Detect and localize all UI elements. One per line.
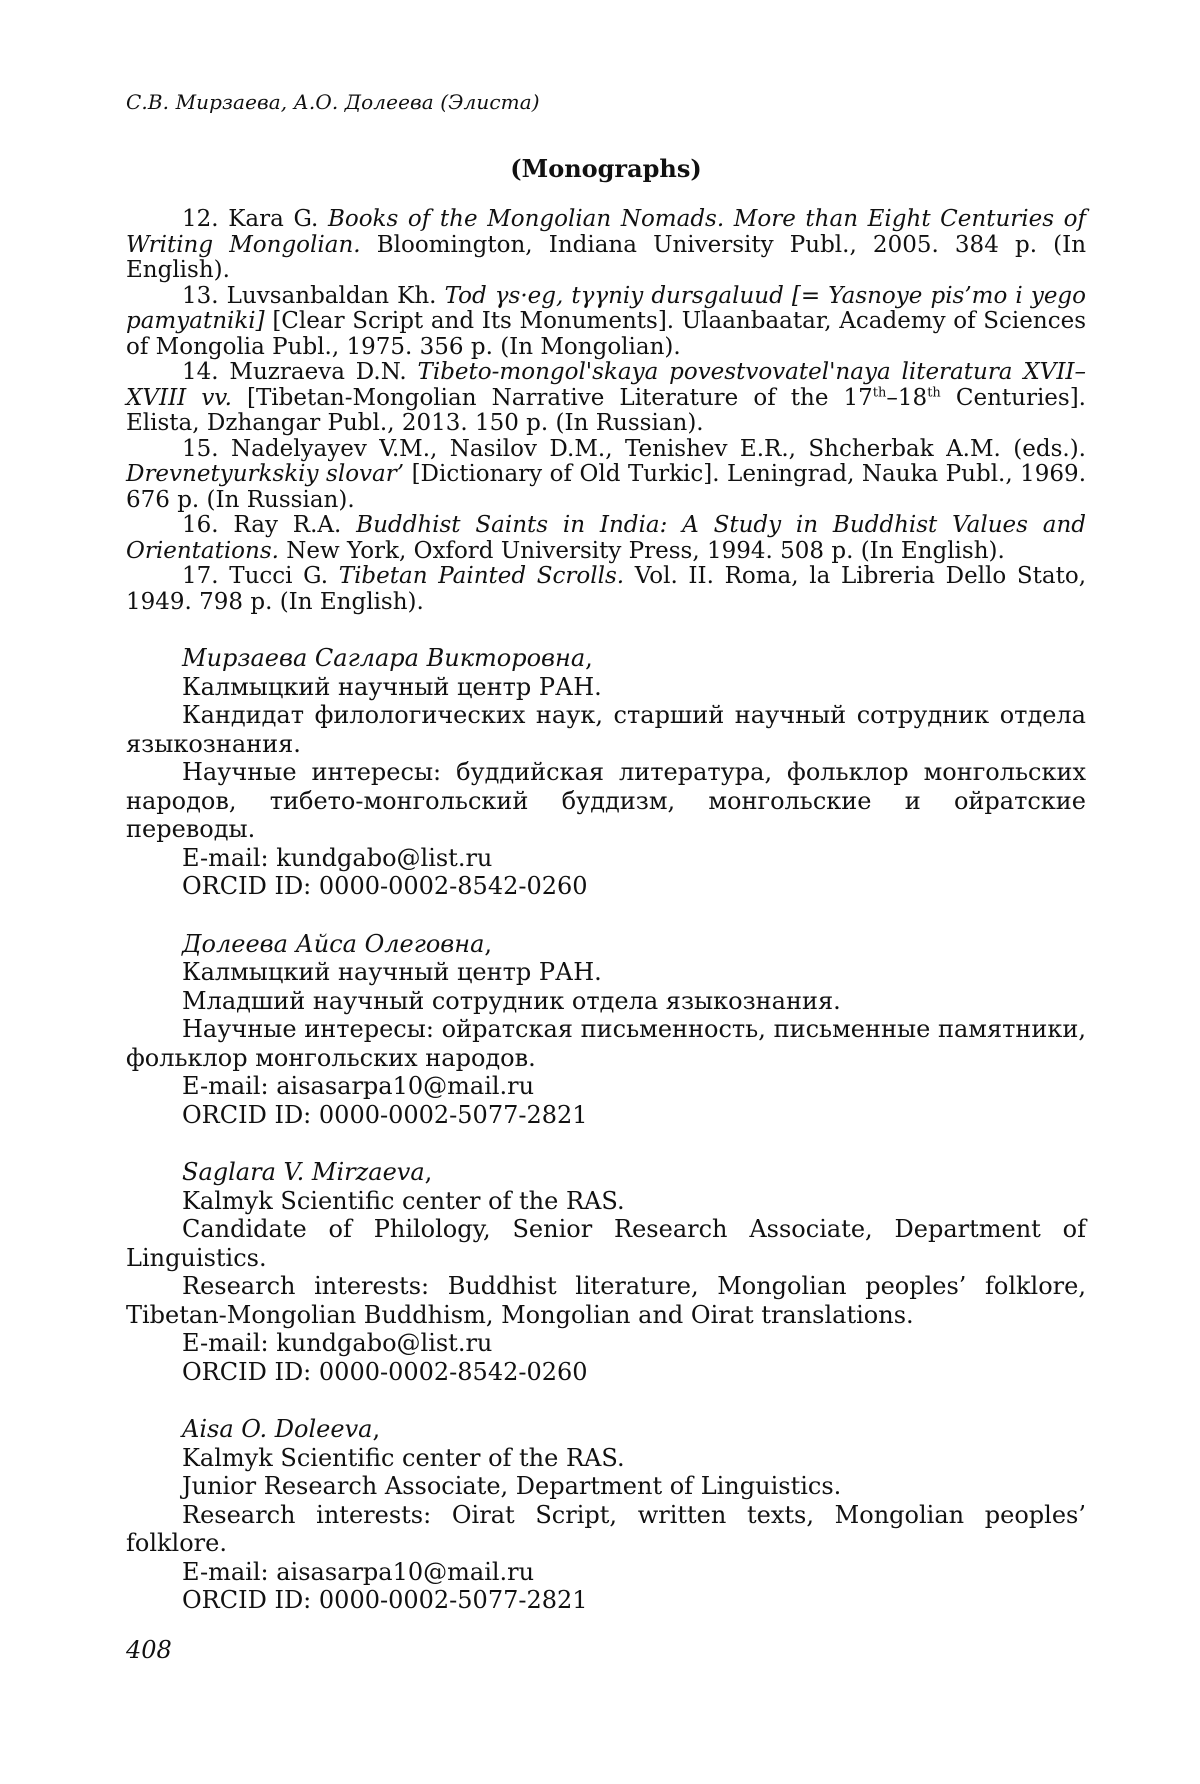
author-name: Aisa O. Doleeva, [126, 1415, 1086, 1444]
author-interests: Научные интересы: буддийская литература, фольклор монгольских народов, тибето-монгольский буддизм, монгольские и ойратские переводы. [126, 758, 1086, 844]
reference-item: 12. Kara G. Books of the Mongolian Nomads. More than Eight Centuries of Writing Mongolian. Bloomington, Indiana University Publ., 2005. 384 p. (In English). [126, 207, 1086, 284]
author-orcid: ORCID ID: 0000-0002-8542-0260 [126, 1358, 1086, 1387]
author-info-ru-1 [126, 644, 1086, 901]
author-position: Кандидат филологических наук, старший научный сотрудник отдела языкознания. [126, 701, 1086, 758]
author-email: E-mail: aisasarpa10@mail.ru [126, 1558, 1086, 1587]
author-orcid: ORCID ID: 0000-0002-5077-2821 [126, 1101, 1086, 1130]
author-position: Младший научный сотрудник отдела языкознания. [126, 987, 1086, 1016]
author-email: E-mail: kundgabo@list.ru [126, 1329, 1086, 1358]
author-orcid: ORCID ID: 0000-0002-5077-2821 [126, 1586, 1086, 1615]
reference-item: 13. Luvsanbaldan Kh. Tod γs·eg, tγγniy dursgaluud [= Yasnoye pis’mo i yego pamyatniki] [Clear Script and Its Monuments]. Ulaanbaatar, Academy of Sciences of Mongolia Publ., 1975. 356 p. (In Mongolian). [126, 284, 1086, 361]
author-affiliation: Kalmyk Scientific center of the RAS. [126, 1444, 1086, 1473]
author-position: Candidate of Philology, Senior Research Associate, Department of Linguistics. [126, 1215, 1086, 1272]
author-name: Saglara V. Mirzaeva, [126, 1158, 1086, 1187]
page [126, 90, 1086, 1615]
author-name: Мирзаева Саглара Викторовна, [126, 644, 1086, 673]
author-position: Junior Research Associate, Department of Linguistics. [126, 1472, 1086, 1501]
author-email: E-mail: aisasarpa10@mail.ru [126, 1072, 1086, 1101]
author-interests: Research interests: Oirat Script, written texts, Mongolian peoples’ folklore. [126, 1501, 1086, 1558]
page-number: 408 [126, 1636, 172, 1664]
author-orcid: ORCID ID: 0000-0002-8542-0260 [126, 872, 1086, 901]
author-affiliation: Kalmyk Scientific center of the RAS. [126, 1187, 1086, 1216]
author-affiliation: Калмыцкий научный центр РАН. [126, 673, 1086, 702]
author-name: Долеева Айса Олеговна, [126, 930, 1086, 959]
reference-item: 14. Muzraeva D.N. Tibeto-mongol'skaya povestvovatel'naya literatura XVII–XVIII vv. [Tibetan-Mongolian Narrative Literature of the 17th–18th Centuries]. Elista, Dzhangar Publ., 2013. 150 p. (In Russian). [126, 360, 1086, 437]
author-interests: Research interests: Buddhist literature, Mongolian peoples’ folklore, Tibetan-Mongolian Buddhism, Mongolian and Oirat translations. [126, 1272, 1086, 1329]
author-interests: Научные интересы: ойратская письменность, письменные памятники, фольклор монгольских народов. [126, 1015, 1086, 1072]
author-info-en-1 [126, 1158, 1086, 1386]
reference-item: 15. Nadelyayev V.M., Nasilov D.M., Tenishev E.R., Shcherbak A.M. (eds.). Drevnetyurkskiy slovar’ [Dictionary of Old Turkic]. Leningrad, Nauka Publ., 1969. 676 p. (In Russian). [126, 437, 1086, 514]
author-info-ru-2 [126, 930, 1086, 1130]
author-info-en-2 [126, 1415, 1086, 1615]
running-head: С.В. Мирзаева, А.О. Долеева (Элиста) [126, 90, 1086, 114]
author-affiliation: Калмыцкий научный центр РАН. [126, 958, 1086, 987]
reference-list [126, 207, 1086, 615]
author-email: E-mail: kundgabo@list.ru [126, 844, 1086, 873]
reference-item: 16. Ray R.A. Buddhist Saints in India: A Study in Buddhist Values and Orientations. New York, Oxford University Press, 1994. 508 p. (In English). [126, 513, 1086, 564]
reference-item: 17. Tucci G. Tibetan Painted Scrolls. Vol. II. Roma, la Libreria Dello Stato, 1949. 798 p. (In English). [126, 564, 1086, 615]
section-title: (Monographs) [126, 154, 1086, 183]
